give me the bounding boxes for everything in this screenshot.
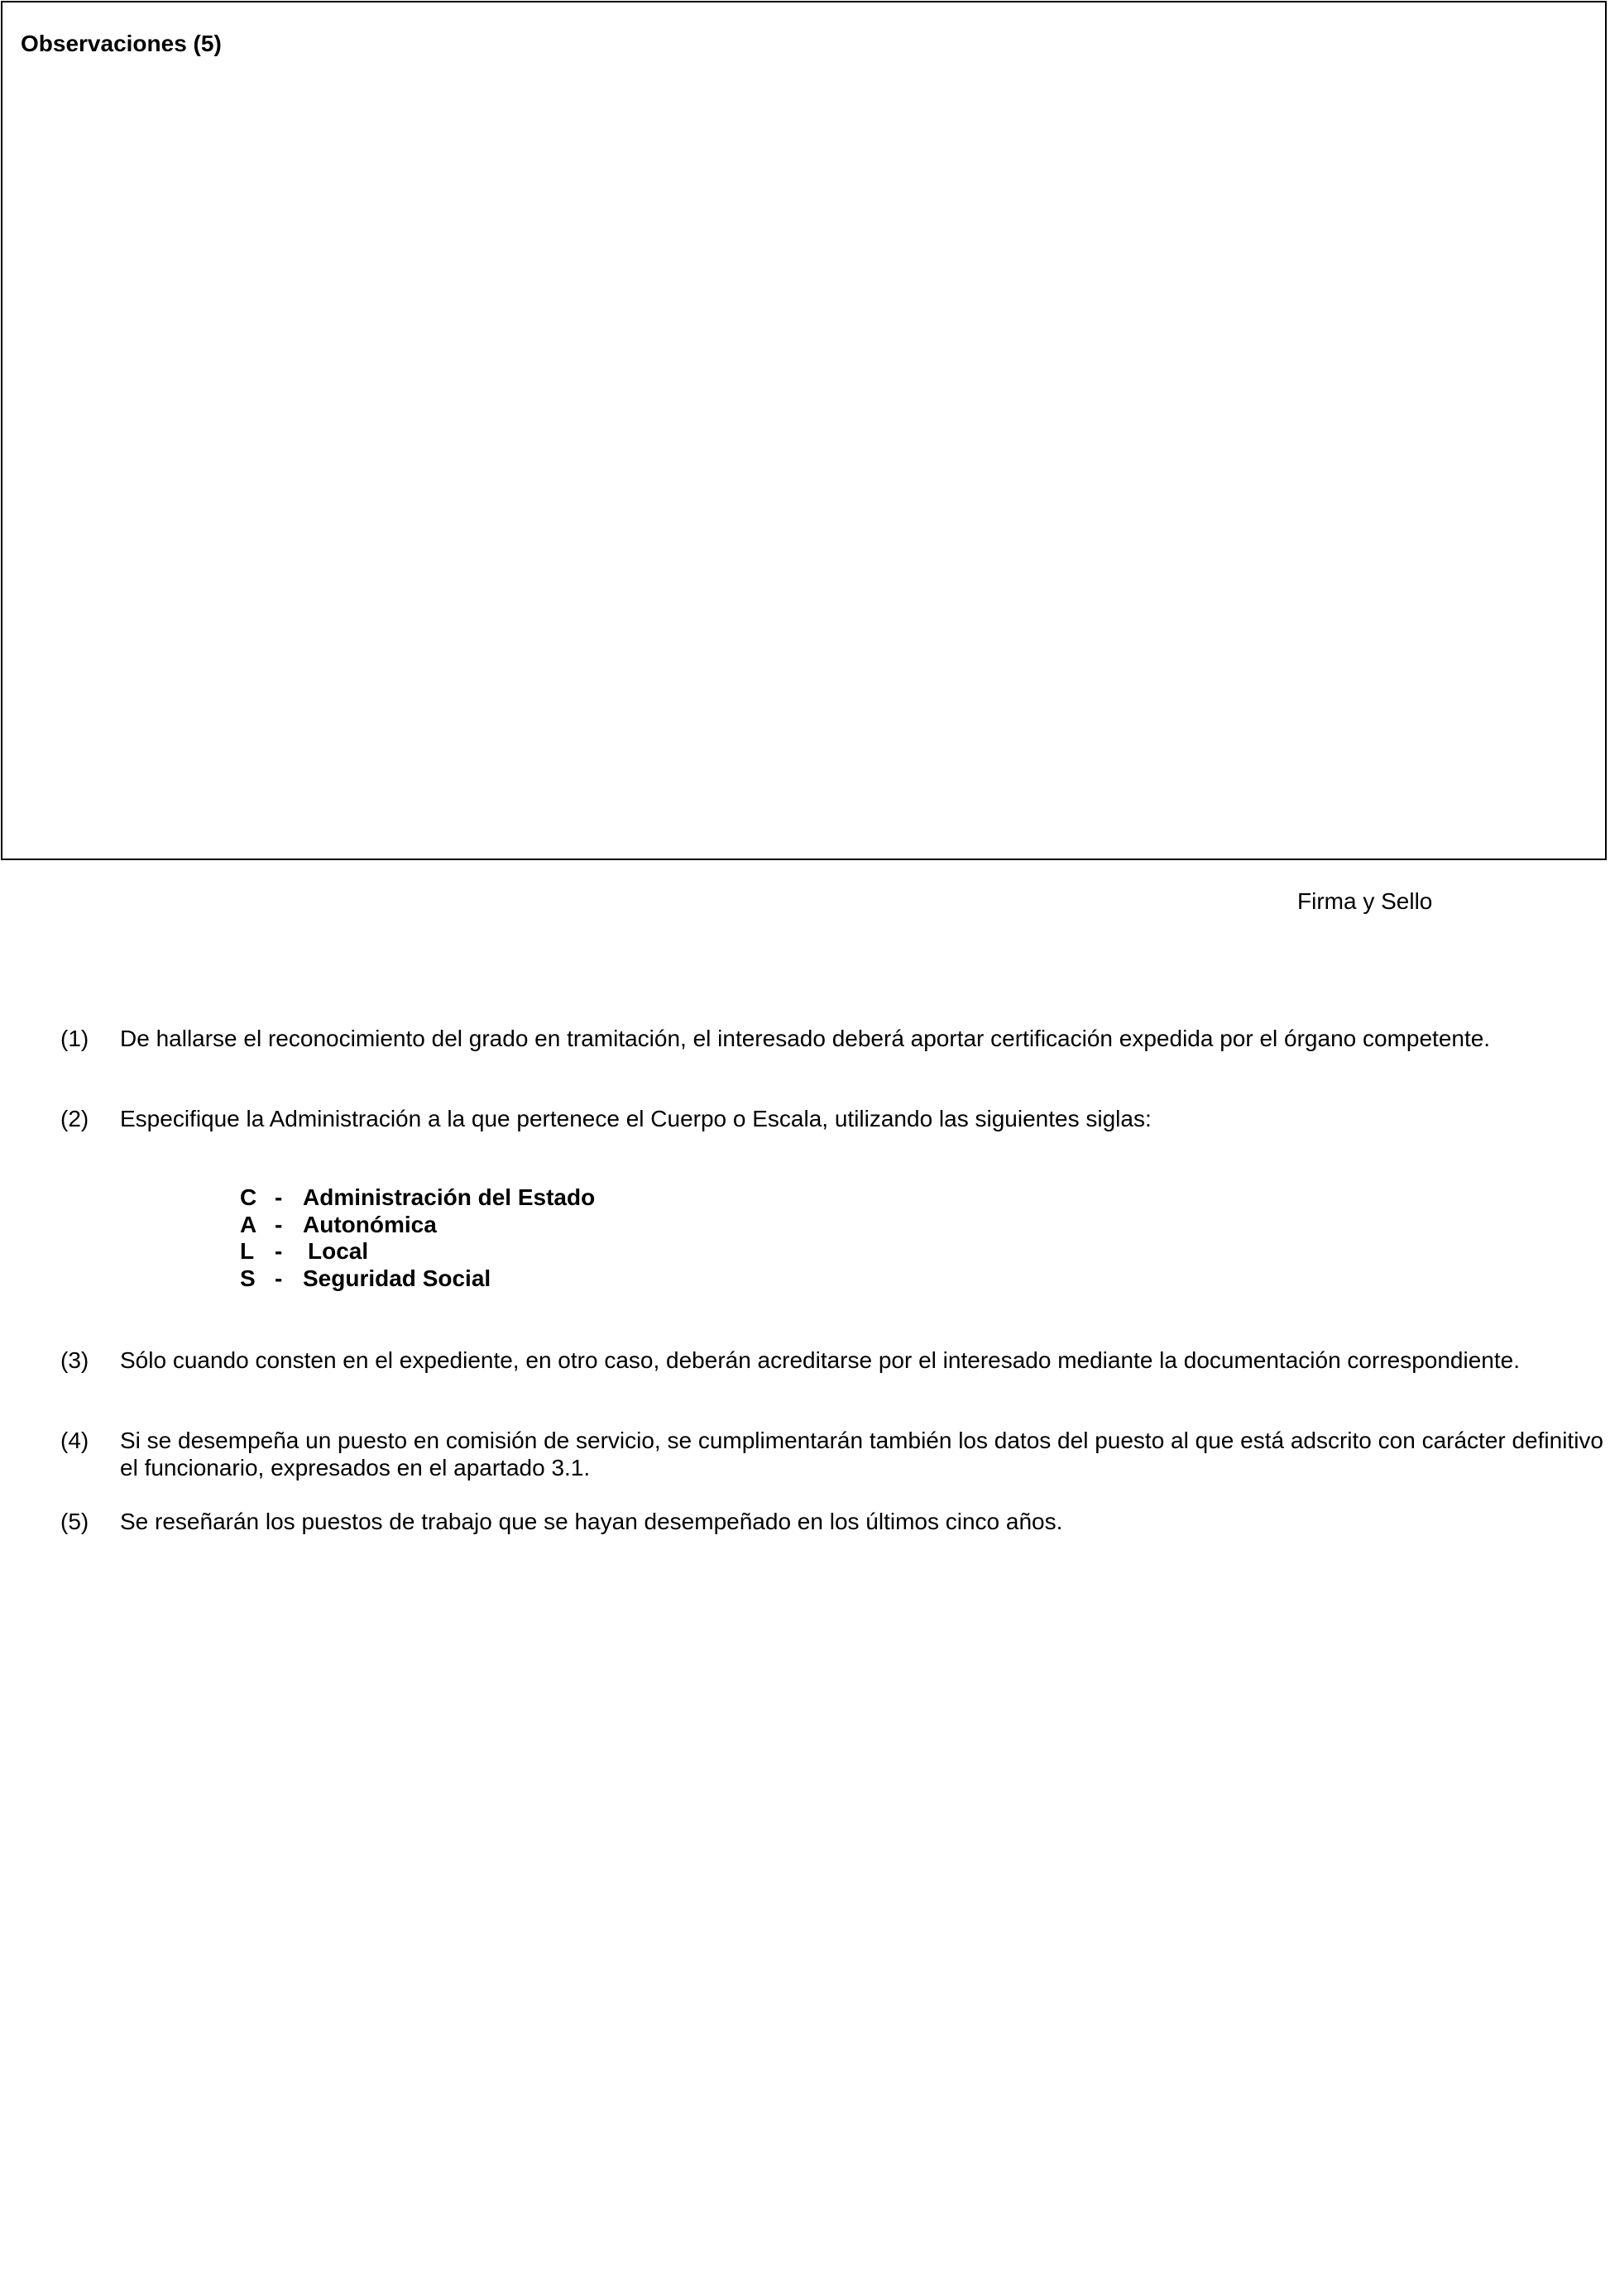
sigla-name: Local: [308, 1238, 369, 1264]
sigla-code: L: [240, 1238, 255, 1264]
footnote-text: [120, 1025, 1605, 1052]
footnote-line: Se reseñarán los puestos de trabajo que se hayan desempeñado en los últimos cinco años.: [120, 1509, 1063, 1534]
sigla-name: Autonómica: [303, 1211, 437, 1237]
sigla-code: C: [240, 1184, 257, 1210]
footnote-line: Si se desempeña un puesto en comisión de servicio, se cumplimentarán también los datos del puesto al que está adscrito con carácter definitivo: [120, 1428, 1603, 1453]
signature-label: Firma y Sello: [1297, 888, 1433, 914]
sigla-dash: -: [275, 1211, 283, 1237]
sigla-dash: -: [275, 1238, 283, 1264]
footnote-text: [120, 1105, 1605, 1132]
observations-box[interactable]: [1, 1, 1607, 860]
sigla-name: Seguridad Social: [303, 1265, 491, 1291]
sigla-code: A: [240, 1211, 257, 1237]
sigla-code: S: [240, 1265, 256, 1291]
footnote-line: el funcionario, expresados en el apartado 3.1.: [120, 1455, 591, 1480]
footnote-number: (3): [60, 1347, 89, 1373]
sigla-name: Administración del Estado: [303, 1184, 596, 1210]
footnote-line: De hallarse el reconocimiento del grado en tramitación, el interesado deberá aportar certificación expedida por el órgano competente.: [120, 1026, 1491, 1051]
sigla-dash: -: [275, 1184, 283, 1210]
footnote-number: (1): [60, 1026, 89, 1051]
footnote-number: (4): [60, 1428, 89, 1453]
footnote-text: [120, 1427, 1605, 1481]
footnote-line: Sólo cuando consten en el expediente, en otro caso, deberán acreditarse por el interesado mediante la documentación correspondiente.: [120, 1347, 1521, 1373]
footnote-number: (2): [60, 1106, 89, 1131]
footnote-number: (5): [60, 1509, 89, 1534]
footnote-text: [120, 1508, 1605, 1535]
sigla-dash: -: [275, 1265, 283, 1291]
footnote-line: Especifique la Administración a la que pertenece el Cuerpo o Escala, utilizando las siguientes siglas:: [120, 1106, 1152, 1131]
footnote-text: [120, 1347, 1605, 1374]
observations-title: Observaciones (5): [21, 31, 222, 56]
